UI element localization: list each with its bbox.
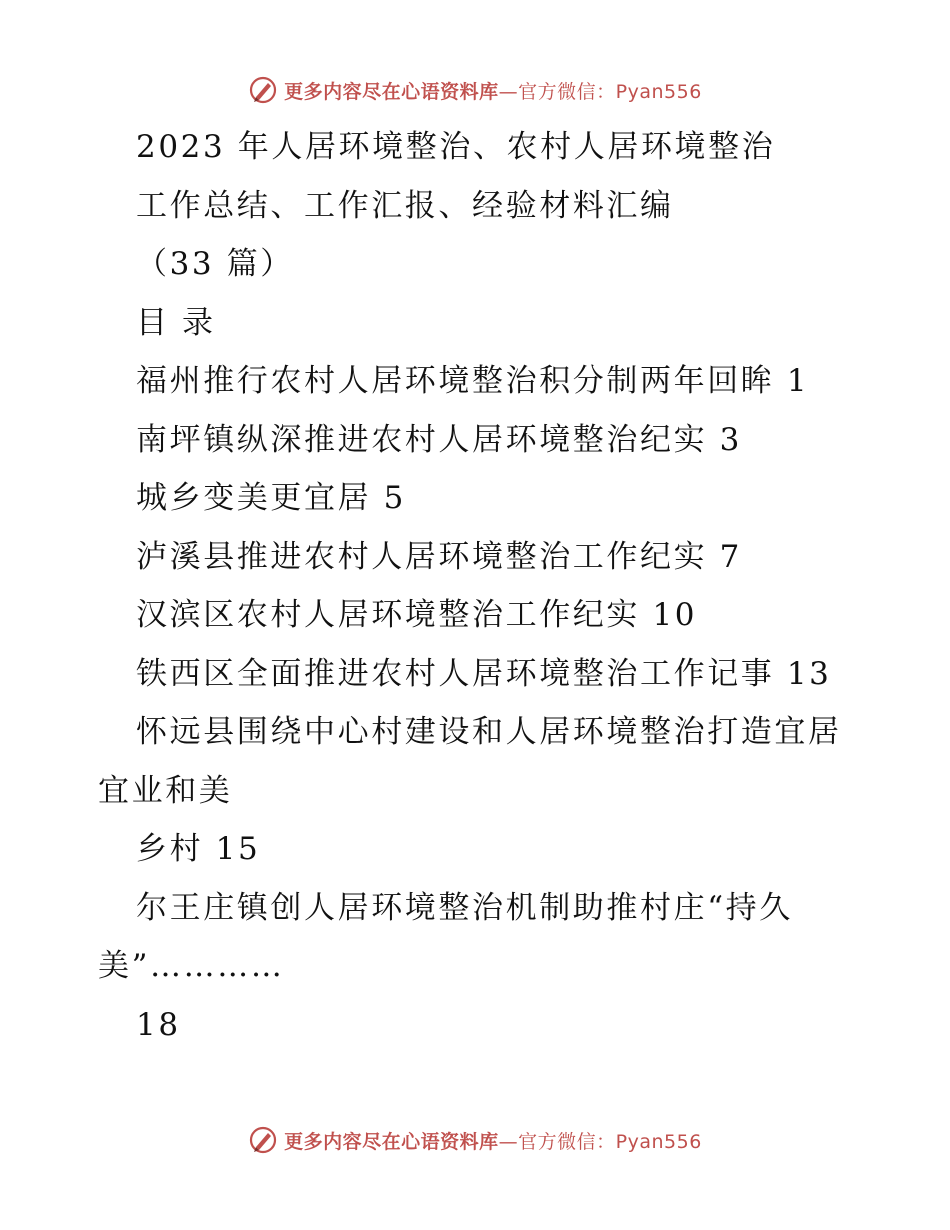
pen-logo-icon [248,75,278,105]
toc-line: 南坪镇纵深推进农村人居环境整治纪实 3 [136,421,742,458]
toc-heading: 目 录 [136,304,216,341]
toc-line: 福州推行农村人居环境整治积分制两年回眸 1 [136,363,810,399]
watermark-contact-text: —官方微信：Pyan556 [498,80,702,103]
toc-line: 汉滨区农村人居环境整治工作纪实 10 [136,597,698,633]
toc-line-continuation: 美”………… [98,948,285,984]
toc-line: 铁西区全面推进农村人居环境整治工作记事 13 [136,655,832,692]
watermark-contact-text: —官方微信：Pyan556 [498,1130,702,1153]
toc-line: 尔王庄镇创人居环境整治机制助推村庄“持久 [136,889,793,926]
toc-line-page-number: 18 [136,1006,181,1043]
document-body [0,118,950,1054]
pen-logo-icon [248,1125,278,1155]
header-watermark [0,70,950,110]
toc-line: 泸溪县推进农村人居环境整治工作纪实 7 [136,538,742,575]
document-title-line-1: 2023 年人居环境整治、农村人居环境整治 [136,129,776,165]
document-title-line-2: 工作总结、工作汇报、经验材料汇编 [136,187,674,224]
watermark-promo-text: 更多内容尽在心语资料库 [284,80,499,103]
toc-line: 乡村 15 [136,831,261,867]
toc-line-continuation: 宜业和美 [98,772,233,809]
document-count-line: （33 篇） [136,246,294,282]
watermark-promo-text: 更多内容尽在心语资料库 [284,1130,499,1153]
footer-watermark [0,1120,950,1160]
toc-line: 城乡变美更宜居 5 [136,480,406,516]
toc-line: 怀远县围绕中心村建设和人居环境整治打造宜居 [136,714,842,750]
